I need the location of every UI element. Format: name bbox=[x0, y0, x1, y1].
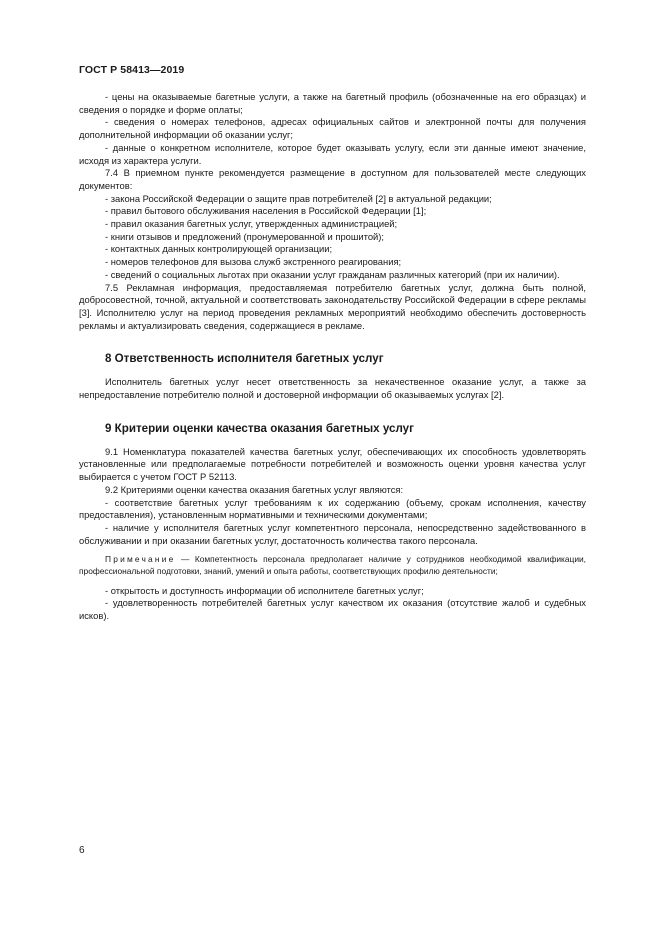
section-8-text: Исполнитель багетных услуг несет ответственность за некачественное оказание услуг, а также за непредоставление потребителю полной и достоверной информации об оказываемых услугах [2]. bbox=[79, 376, 586, 401]
section-heading-9: 9 Критерии оценки качества оказания багетных услуг bbox=[105, 421, 414, 435]
list-item: - цены на оказываемые багетные услуги, а также на багетный профиль (обозначенные на его образцах) и сведения о порядке и форме оплаты; bbox=[79, 91, 586, 115]
document-header: ГОСТ Р 58413—2019 bbox=[79, 64, 185, 76]
list-item: - данные о конкретном исполнителе, которое будет оказывать услугу, если эти данные имеют значение, исходя из характера услуги. bbox=[79, 141, 586, 166]
note bbox=[79, 554, 586, 577]
paragraph-9-2: 9.2 Критериями оценки качества оказания багетных услуг являются: bbox=[105, 483, 404, 495]
note-text: — Компетентность персонала предполагает наличие у сотрудников необходимой квалификации, профессиональной подготовки, знаний, умений и опыта работы, соответствующих профилю деятельности; bbox=[79, 554, 586, 576]
list-item: - соответствие багетных услуг требованиям к их содержанию (объему, срокам исполнения, качеству предоставления), установленным нормативными и техническими документами; bbox=[79, 496, 586, 521]
list-item: - сведения о номерах телефонов, адресах официальных сайтов и электронной почты для получения дополнительной информации об оказании услуг; bbox=[79, 116, 586, 141]
list-item: - книги отзывов и предложений (пронумерованной и прошитой); bbox=[105, 230, 384, 242]
note-label: Примечание bbox=[105, 554, 176, 565]
page-number: 6 bbox=[79, 845, 85, 856]
list-item: - сведений о социальных льготах при оказании услуг гражданам различных категорий (при их наличии). bbox=[105, 268, 560, 280]
list-item: - контактных данных контролирующей организации; bbox=[105, 243, 333, 255]
list-item: - наличие у исполнителя багетных услуг компетентного персонала, непосредственно задействованного в обслуживании и при оказании багетных услуг, достаточность количества такого персонала. bbox=[79, 521, 586, 546]
list-item: - номеров телефонов для вызова служб экстренного реагирования; bbox=[105, 256, 402, 268]
paragraph-9-1: 9.1 Номенклатура показателей качества багетных услуг, обеспечивающих их способность удовлетворять установленные или предполагаемые потребности потребителей и возможность оценки уровня качества услуг выбирается с учетом ГОСТ Р 52113. bbox=[79, 445, 586, 483]
list-item: - правил бытового обслуживания населения в Российской Федерации [1]; bbox=[105, 205, 427, 217]
document-body bbox=[79, 91, 586, 623]
paragraph-7-4: 7.4 В приемном пункте рекомендуется размещение в доступном для пользователей месте следующих документов: bbox=[79, 167, 586, 191]
list-item: - правил оказания багетных услуг, утвержденных администрацией; bbox=[105, 218, 398, 230]
paragraph-7-5: 7.5 Рекламная информация, предоставляемая потребителю багетных услуг, должна быть полной, добросовестной, точной, актуальной и соответствовать законодательству Российской Федерации в сфере рекламы [3]. Исполнителю услуг на период проведения рекламных мероприятий необходимо обеспечить достоверность рекламы и актуализировать сведения, содержащиеся в рекламе. bbox=[79, 281, 586, 331]
list-item: - открытость и доступность информации об исполнителе багетных услуг; bbox=[105, 584, 424, 596]
list-item: - удовлетворенность потребителей багетных услуг качеством их оказания (отсутствие жалоб и судебных исков). bbox=[79, 597, 586, 621]
section-heading-8: 8 Ответственность исполнителя багетных услуг bbox=[105, 352, 384, 366]
list-item: - закона Российской Федерации о защите прав потребителей [2] в актуальной редакции; bbox=[105, 192, 492, 204]
